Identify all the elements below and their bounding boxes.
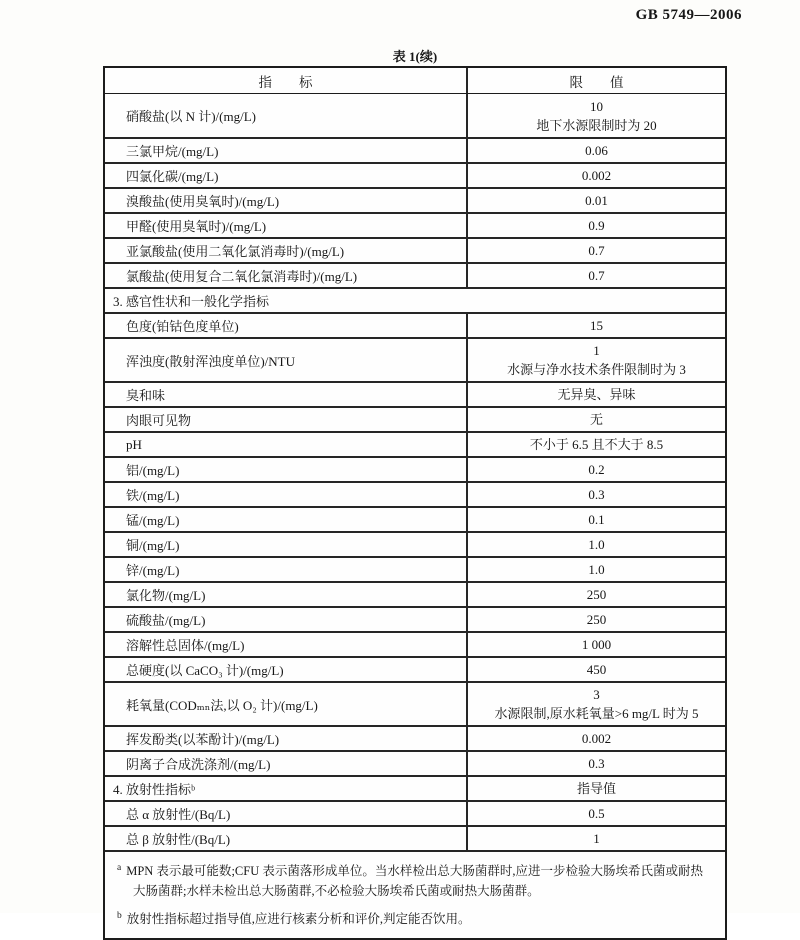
table-row <box>105 262 725 287</box>
table-title: 表 1(续) <box>392 49 438 64</box>
limit-value: 指导值 <box>576 781 616 796</box>
limit-value: 0.5 <box>588 806 605 821</box>
limit-cell <box>468 339 725 381</box>
table-row <box>105 312 725 337</box>
limit-value: 无 <box>589 412 603 427</box>
limit-cell <box>468 264 725 287</box>
indicator-cell: 阴离子合成洗涤剂/(mg/L) <box>105 752 468 775</box>
limit-cell <box>468 777 725 800</box>
indicator-cell: 氯化物/(mg/L) <box>105 583 468 606</box>
limit-cell <box>468 408 725 431</box>
table-row <box>105 606 725 631</box>
limit-value: 0.9 <box>588 218 605 233</box>
limit-cell <box>468 558 725 581</box>
table-row <box>105 656 725 681</box>
table-row <box>105 94 725 137</box>
indicator-cell: 溶解性总固体/(mg/L) <box>105 633 468 656</box>
table-row <box>105 406 725 431</box>
limit-value: 1.0 <box>588 562 605 577</box>
limit-cell <box>468 483 725 506</box>
indicator-cell: 氯酸盐(使用复合二氧化氯消毒时)/(mg/L) <box>105 264 468 287</box>
table-row <box>105 162 725 187</box>
limit-value: 450 <box>586 662 607 677</box>
limit-cell <box>468 214 725 237</box>
table-row <box>105 481 725 506</box>
table-row <box>105 506 725 531</box>
indicator-cell: 铁/(mg/L) <box>105 483 468 506</box>
limit-value: 1.0 <box>588 537 605 552</box>
limit-value: 0.3 <box>588 756 605 771</box>
table-row <box>105 237 725 262</box>
footnote-text: MPN 表示最可能数;CFU 表示菌落形成单位。当水样检出总大肠菌群时,应进一步检验大肠埃希氏菌或耐热大肠菌群;水样未检出总大肠菌群,不必检验大肠埃希氏菌或耐热大肠菌群。 <box>126 864 703 899</box>
limit-value: 0.06 <box>585 143 608 158</box>
indicator-header-cell: 指 标 <box>105 68 468 93</box>
limit-value: 3 <box>593 687 600 702</box>
limit-cell <box>468 583 725 606</box>
indicator-cell: 挥发酚类(以苯酚计)/(mg/L) <box>105 727 468 750</box>
table-row <box>105 381 725 406</box>
table-row <box>105 456 725 481</box>
limit-value: 0.7 <box>588 268 605 283</box>
limit-value: 水源限制,原水耗氧量>6 mg/L 时为 5 <box>494 706 699 721</box>
indicator-cell: 4. 放射性指标ᵇ <box>105 777 468 800</box>
table-row <box>105 825 725 850</box>
section-label: 3. 感官性状和一般化学指标 <box>113 294 270 309</box>
indicator-cell: 肉眼可见物 <box>105 408 468 431</box>
limit-cell <box>468 164 725 187</box>
table-header-row <box>105 68 725 94</box>
indicator-cell: 耗氧量(CODₘₙ法,以 O₂ 计)/(mg/L) <box>105 683 468 725</box>
limit-cell <box>468 508 725 531</box>
indicator-cell: 总 α 放射性/(Bq/L) <box>105 802 468 825</box>
limit-cell <box>468 383 725 406</box>
limit-cell <box>468 239 725 262</box>
table-row <box>105 212 725 237</box>
indicator-cell: 溴酸盐(使用臭氧时)/(mg/L) <box>105 189 468 212</box>
water-quality-table <box>103 66 727 940</box>
table-row <box>105 337 725 381</box>
section-row <box>105 287 725 312</box>
limit-value: 250 <box>586 587 607 602</box>
footnotes <box>105 850 725 938</box>
limit-cell <box>468 727 725 750</box>
limit-value: 0.7 <box>588 243 605 258</box>
table-row <box>105 187 725 212</box>
table-row <box>105 431 725 456</box>
limit-cell <box>468 433 725 456</box>
limit-value: 地下水源限制时为 20 <box>536 117 657 133</box>
indicator-cell: 铝/(mg/L) <box>105 458 468 481</box>
limit-value: 不小于 6.5 且不大于 8.5 <box>529 437 664 452</box>
footnote-marker: a <box>117 863 122 873</box>
indicator-cell: 四氯化碳/(mg/L) <box>105 164 468 187</box>
limit-value: 0.002 <box>581 731 612 746</box>
table-row <box>105 725 725 750</box>
table-row <box>105 631 725 656</box>
indicator-cell: 总硬度(以 CaCO₃ 计)/(mg/L) <box>105 658 468 681</box>
table-rows <box>105 94 725 850</box>
table-row <box>105 137 725 162</box>
limit-value: 0.3 <box>588 487 605 502</box>
indicator-cell: 硫酸盐/(mg/L) <box>105 608 468 631</box>
limit-cell <box>468 633 725 656</box>
limit-value: 1 <box>593 831 600 846</box>
footnote <box>117 906 709 929</box>
table-row <box>105 556 725 581</box>
table-row <box>105 750 725 775</box>
footnote <box>117 858 709 901</box>
limit-header-cell: 限 值 <box>569 74 624 90</box>
indicator-cell: pH <box>105 433 468 456</box>
limit-cell <box>468 658 725 681</box>
limit-cell <box>468 752 725 775</box>
limit-value: 水源与净水技术条件限制时为 3 <box>507 362 686 377</box>
indicator-cell: 锌/(mg/L) <box>105 558 468 581</box>
table-row <box>105 581 725 606</box>
indicator-cell: 甲醛(使用臭氧时)/(mg/L) <box>105 214 468 237</box>
table-row <box>105 681 725 725</box>
table-row <box>105 775 725 800</box>
limit-value: 0.002 <box>581 168 612 183</box>
limit-value: 1 000 <box>581 637 612 652</box>
limit-cell <box>468 458 725 481</box>
indicator-cell: 硝酸盐(以 N 计)/(mg/L) <box>105 94 468 137</box>
limit-cell <box>468 608 725 631</box>
indicator-cell: 铜/(mg/L) <box>105 533 468 556</box>
limit-value: 0.01 <box>585 193 608 208</box>
limit-value: 0.1 <box>588 512 605 527</box>
limit-cell <box>468 189 725 212</box>
limit-value: 10 <box>590 98 603 114</box>
limit-cell <box>468 802 725 825</box>
indicator-cell: 浑浊度(散射浑浊度单位)/NTU <box>105 339 468 381</box>
table-row <box>105 800 725 825</box>
limit-cell <box>468 827 725 850</box>
indicator-cell: 臭和味 <box>105 383 468 406</box>
table-row <box>105 531 725 556</box>
limit-cell <box>468 139 725 162</box>
limit-cell <box>468 533 725 556</box>
limit-cell <box>468 683 725 725</box>
limit-value: 250 <box>586 612 607 627</box>
indicator-cell: 总 β 放射性/(Bq/L) <box>105 827 468 850</box>
doc-number: GB 5749—2006 <box>635 7 742 23</box>
indicator-cell: 三氯甲烷/(mg/L) <box>105 139 468 162</box>
limit-value: 15 <box>590 318 603 333</box>
indicator-cell: 亚氯酸盐(使用二氧化氯消毒时)/(mg/L) <box>105 239 468 262</box>
limit-cell <box>468 314 725 337</box>
indicator-cell: 锰/(mg/L) <box>105 508 468 531</box>
limit-value: 1 <box>593 343 600 358</box>
footnote-text: 放射性指标超过指导值,应进行核素分析和评价,判定能否饮用。 <box>126 912 471 927</box>
indicator-cell: 色度(铂钴色度单位) <box>105 314 468 337</box>
limit-cell <box>468 94 725 137</box>
limit-value: 0.2 <box>588 462 605 477</box>
footnote-marker: b <box>117 911 122 922</box>
limit-value: 无异臭、异味 <box>557 387 636 402</box>
